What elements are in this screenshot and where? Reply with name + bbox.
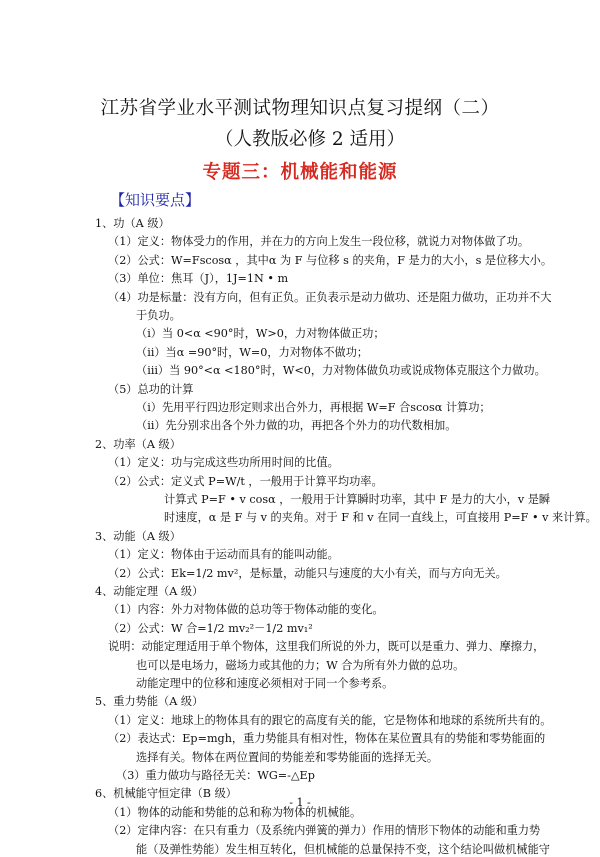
body-line: （ⅲ）当 90°<α <180°时，W<0，力对物体做负功或说成物体克服这个力做功。 xyxy=(136,364,546,378)
body-line: （ⅱ）先分别求出各个外力做的功，再把各个外力的功代数相加。 xyxy=(136,419,457,433)
body-line: （1）内容：外力对物体做的总功等于物体动能的变化。 xyxy=(108,603,384,617)
body-line: 4、动能定理（A 级） xyxy=(95,585,204,598)
body-line: （1）定义：物体受力的作用，并在力的方向上发生一段位移，就说力对物体做了功。 xyxy=(108,235,530,249)
section-heading: 【知识要点】 xyxy=(110,191,201,209)
body-line: （1）定义：地球上的物体具有的跟它的高度有关的能，它是物体和地球的系统所共有的。 xyxy=(108,713,552,727)
body-line: （2）公式：定义式 P=W/t ，一般用于计算平均功率。 xyxy=(108,474,383,488)
body-line: 计算式 P=F • v cosα ，一般用于计算瞬时功率，其中 F 是力的大小，v 是瞬 xyxy=(164,493,551,506)
body-line: 于负功。 xyxy=(136,309,181,322)
page-number: - 1 - xyxy=(289,796,311,809)
body-line: （ⅰ）当 0<α <90°时，W>0，力对物体做正功； xyxy=(136,327,385,341)
body-line: （3）重力做功与路径无关：WG=-△Ep xyxy=(116,769,315,782)
body-line: 6、机械能守恒定律（B 级） xyxy=(95,787,237,801)
body-line: （ⅰ）先用平行四边形定则求出合外力，再根据 W=F 合scosα 计算功； xyxy=(136,401,491,414)
body-line: 说明：动能定理适用于单个物体，这里我们所说的外力，既可以是重力、弹力、摩擦力， xyxy=(108,640,545,654)
body-line: （1）定义：功与完成这些功所用时间的比值。 xyxy=(108,456,339,470)
body-line: 时速度，α 是 F 与 v 的夹角。对于 F 和 v 在同一直线上，可直接用 P=F • v 来计算。 xyxy=(164,511,597,525)
body-line: 5、重力势能（A 级） xyxy=(95,695,204,709)
body-line: （2）公式：W 合=1/2 mv₂²－1/2 mv₁² xyxy=(108,621,313,635)
body-line: 能（及弹性势能）发生相互转化，但机械能的总量保持不变，这个结论叫做机械能守 xyxy=(136,842,550,856)
body-line: （2）公式：W=Fscosα ，其中α 为 F 与位移 s 的夹角，F 是力的大小，s 是位移大小。 xyxy=(108,253,553,267)
body-line: （ⅱ）当α =90°时，W=0，力对物体不做功； xyxy=(136,345,369,359)
body-line: （1）物体的动能和势能的总和称为物体的机械能。 xyxy=(108,805,362,819)
body-line: 1、功（A 级） xyxy=(95,217,170,230)
body-line: 选择有关。物体在两位置间的势能差和零势能面的选择无关。 xyxy=(136,750,439,764)
body-line: （5）总功的计算 xyxy=(108,382,194,396)
body-line: （4）功是标量：没有方向，但有正负。正负表示是动力做功、还是阻力做功，正功并不大 xyxy=(108,290,552,304)
body-line: 动能定理中的位移和速度必须相对于同一个参考系。 xyxy=(136,677,394,690)
body-line: 3、动能（A 级） xyxy=(95,529,181,543)
body-line: 也可以是电场力，磁场力或其他的力；W 合为所有外力做的总功。 xyxy=(136,658,465,672)
body-line: 2、功率（A 级） xyxy=(95,437,181,451)
body-line: （3）单位：焦耳（J），1J=1N • m xyxy=(108,272,289,286)
document-subtitle: （人教版必修 2 适用） xyxy=(214,129,406,150)
document-title: 江苏省学业水平测试物理知识点复习提纲（二） xyxy=(100,98,500,119)
body-line: （2）表达式：Ep=mgh，重力势能具有相对性，物体在某位置具有的势能和零势能面的 xyxy=(108,732,546,746)
body-line: （1）定义：物体由于运动而具有的能叫动能。 xyxy=(108,548,339,562)
topic-heading: 专题三：机械能和能源 xyxy=(202,162,398,183)
body-line: （2）定律内容：在只有重力（及系统内弹簧的弹力）作用的情形下物体的动能和重力势 xyxy=(108,824,541,838)
body-line: （2）公式：Ek=1/2 mv²，是标量，动能只与速度的大小有关，而与方向无关。 xyxy=(108,566,507,580)
